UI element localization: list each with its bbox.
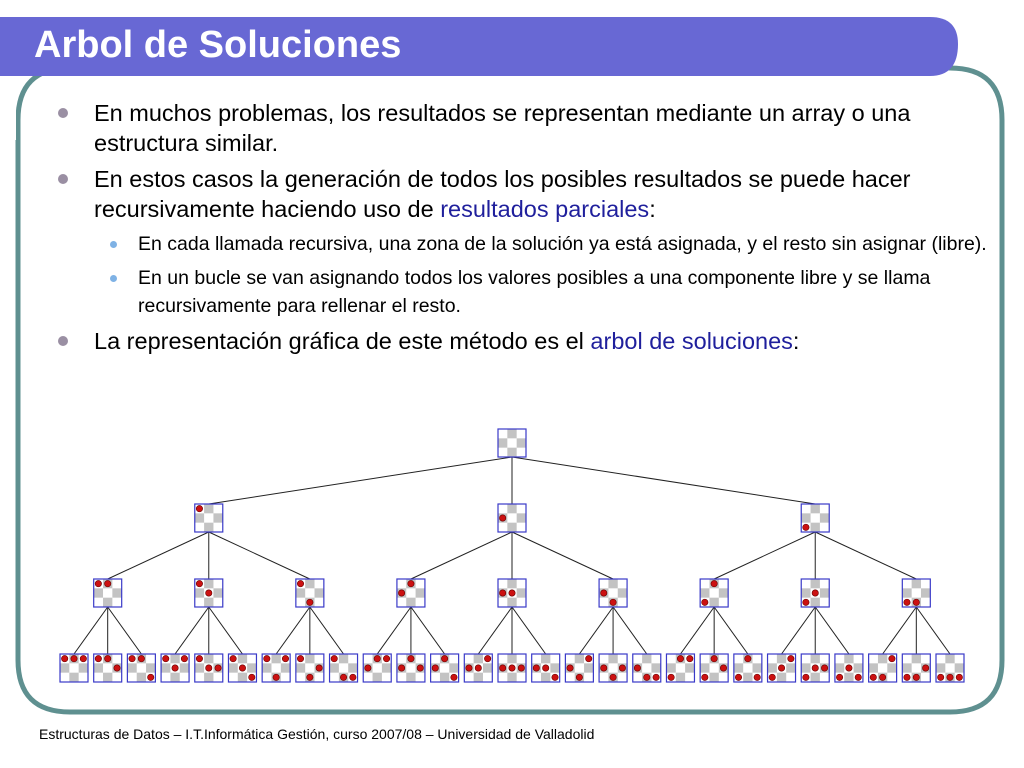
tree-node-board-icon xyxy=(397,654,425,682)
tree-node-board-icon xyxy=(296,579,324,607)
tree-edge xyxy=(74,607,108,654)
bullet-text: En muchos problemas, los resultados se representan mediante un array o una estructura similar. xyxy=(94,100,911,156)
tree-node-board-icon xyxy=(498,429,526,457)
tree-node-board-icon xyxy=(498,504,526,532)
tree-node-board-icon xyxy=(397,579,425,607)
tree-edge xyxy=(815,532,916,579)
tree-edge xyxy=(478,607,512,654)
tree-edge xyxy=(815,607,849,654)
bullet-text-suffix: : xyxy=(649,196,656,222)
tree-edge xyxy=(782,607,816,654)
tree-node-board-icon xyxy=(330,654,358,682)
sub-bullet-text: En cada llamada recursiva, una zona de la solución ya está asignada, y el resto sin asignar (libre). xyxy=(138,233,987,255)
tree-node-board-icon xyxy=(94,654,122,682)
tree-node-board-icon xyxy=(869,654,897,682)
tree-node-board-icon xyxy=(902,579,930,607)
tree-node-board-icon xyxy=(161,654,189,682)
tree-edge xyxy=(512,457,815,504)
tree-node-board-icon xyxy=(431,654,459,682)
tree-node-board-icon xyxy=(60,654,88,682)
tree-node-board-icon xyxy=(296,654,324,682)
tree-edge xyxy=(209,607,243,654)
tree-edge xyxy=(714,532,815,579)
tree-edge xyxy=(108,607,142,654)
tree-edge xyxy=(411,607,445,654)
tree-node-board-icon xyxy=(734,654,762,682)
tree-node-board-icon xyxy=(195,579,223,607)
tree-edge xyxy=(209,457,512,504)
tree-node-board-icon xyxy=(228,654,256,682)
tree-node-board-icon xyxy=(936,654,964,682)
highlight-term: resultados parciales xyxy=(440,196,650,222)
tree-edge xyxy=(175,607,209,654)
tree-node-board-icon xyxy=(633,654,661,682)
tree-node-board-icon xyxy=(768,654,796,682)
tree-node-board-icon xyxy=(498,579,526,607)
tree-edge xyxy=(512,607,546,654)
tree-edge xyxy=(916,607,950,654)
tree-node-board-icon xyxy=(801,654,829,682)
tree-edge xyxy=(883,607,917,654)
tree-edge xyxy=(714,607,748,654)
slide-title: Arbol de Soluciones xyxy=(34,24,402,66)
tree-node-board-icon xyxy=(801,579,829,607)
tree-edge xyxy=(411,532,512,579)
tree-node-board-icon xyxy=(94,579,122,607)
tree-node-board-icon xyxy=(127,654,155,682)
tree-edge xyxy=(512,532,613,579)
tree-edge xyxy=(310,607,344,654)
sub-bullet-text: En un bucle se van asignando todos los valores posibles a una componente libre y se llama recursivamente para rellenar el resto. xyxy=(138,267,931,317)
tree-edge xyxy=(613,607,647,654)
bullet-text: En estos casos la generación de todos los posibles resultados se puede hacer recursivamente haciendo uso de xyxy=(94,166,911,222)
slide-footer: Estructuras de Datos – I.T.Informática Gestión, curso 2007/08 – Universidad de Valladolid xyxy=(39,726,595,742)
tree-node-board-icon xyxy=(666,654,694,682)
tree-edges xyxy=(74,457,950,654)
tree-node-board-icon xyxy=(532,654,560,682)
tree-node-board-icon xyxy=(565,654,593,682)
tree-node-board-icon xyxy=(195,654,223,682)
bullet-text-suffix: : xyxy=(792,328,800,354)
highlight-term: arbol de soluciones xyxy=(590,328,793,354)
tree-node-board-icon xyxy=(801,504,829,532)
tree-edge xyxy=(579,607,613,654)
tree-edge xyxy=(108,532,209,579)
tree-node-board-icon xyxy=(363,654,391,682)
bullet-text: La representación gráfica de este método es el xyxy=(94,328,591,354)
tree-node-board-icon xyxy=(195,504,223,532)
tree-edge xyxy=(377,607,411,654)
tree-node-board-icon xyxy=(464,654,492,682)
tree-node-board-icon xyxy=(835,654,863,682)
tree-node-board-icon xyxy=(498,654,526,682)
tree-edge xyxy=(276,607,310,654)
tree-node-board-icon xyxy=(700,579,728,607)
tree-node-board-icon xyxy=(700,654,728,682)
tree-edge xyxy=(680,607,714,654)
tree-edge xyxy=(209,532,310,579)
tree-node-board-icon xyxy=(599,654,627,682)
tree-node-board-icon xyxy=(902,654,930,682)
tree-node-board-icon xyxy=(599,579,627,607)
tree-node-board-icon xyxy=(262,654,290,682)
